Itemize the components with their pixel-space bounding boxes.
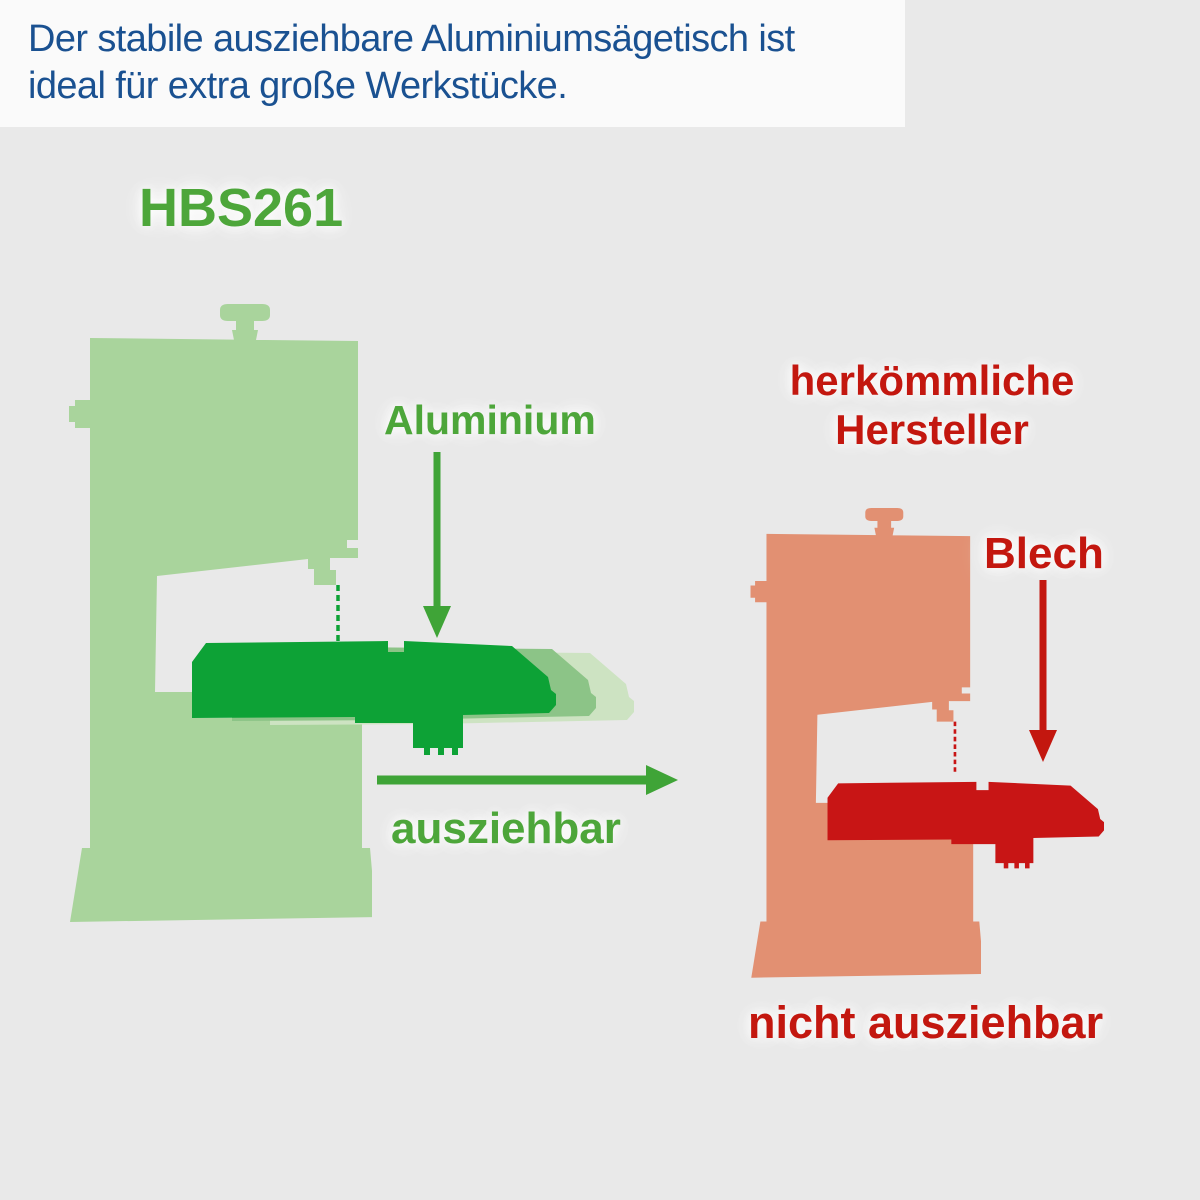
aluminium-label: Aluminium — [384, 397, 596, 443]
left-saw-table-group — [190, 636, 660, 761]
right-saw-table-group — [826, 778, 1183, 873]
ausziehbar-label: ausziehbar — [391, 804, 621, 853]
nicht-ausziehbar-label: nicht ausziehbar — [748, 997, 1104, 1048]
header-line-2: ideal für extra große Werkstücke. — [28, 65, 568, 107]
extend-arrow-right-icon — [375, 762, 680, 798]
left-saw-body — [69, 304, 372, 922]
left-saw-table — [192, 641, 556, 755]
down-arrow-aluminium-icon — [420, 450, 456, 640]
header-box — [0, 0, 905, 127]
model-title: HBS261 — [139, 178, 344, 238]
header-line-1: Der stabile ausziehbare Aluminiumsägetisch ist — [28, 18, 795, 60]
left-bandsaw-silhouette — [62, 300, 372, 925]
right-saw-body — [751, 508, 981, 978]
right-bandsaw-silhouette — [745, 505, 981, 980]
right-saw-table — [828, 782, 1104, 869]
blech-label: Blech — [984, 529, 1104, 578]
down-arrow-blech-icon — [1026, 578, 1062, 764]
conventional-makers-label: herkömmliche Hersteller — [789, 357, 1075, 453]
